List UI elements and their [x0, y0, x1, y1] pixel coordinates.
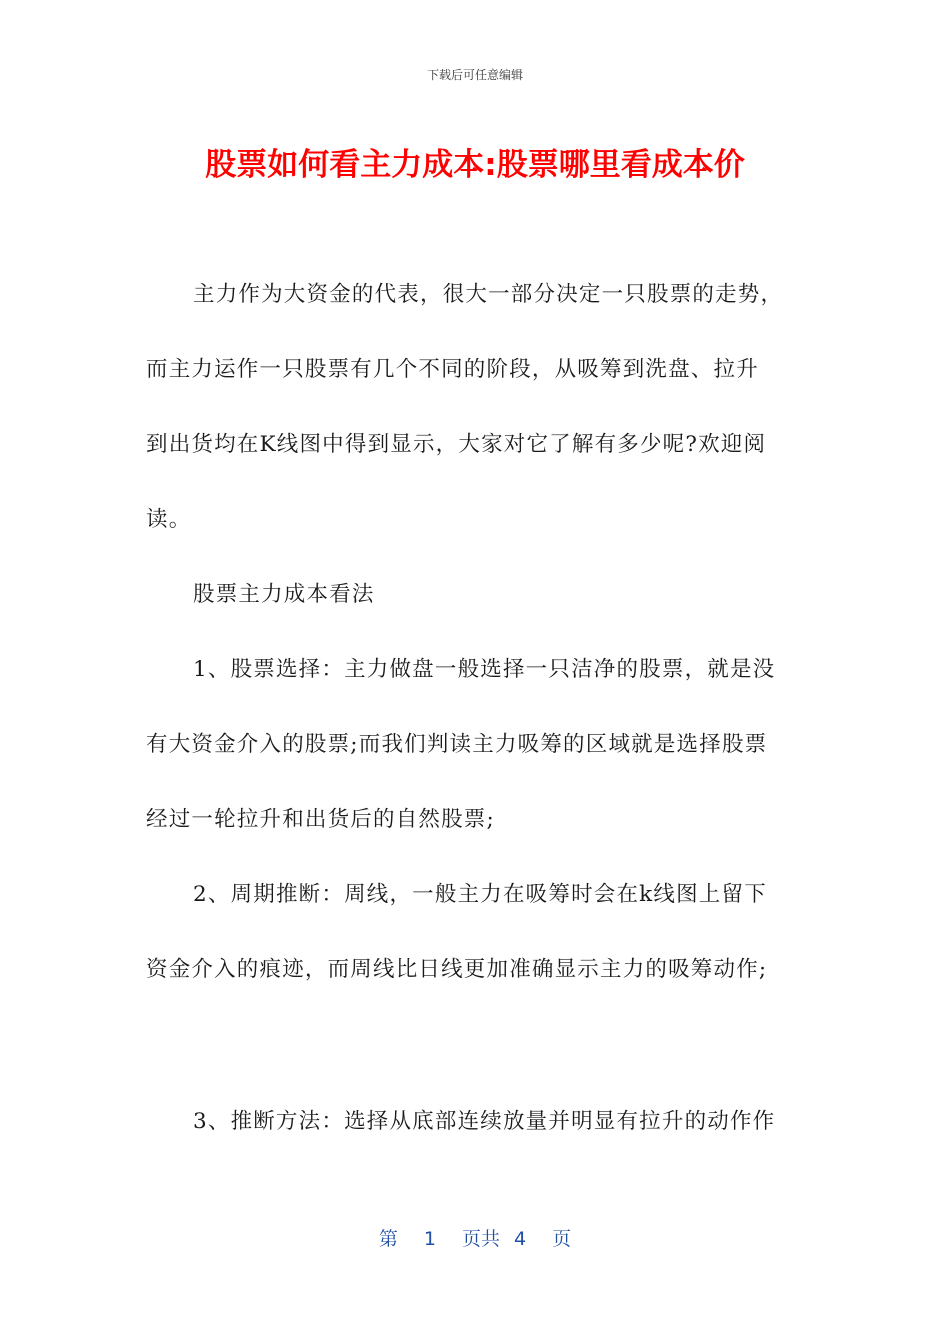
total-pages-number: 4	[514, 1228, 527, 1250]
page-number-footer	[0, 1226, 950, 1252]
footer-prefix: 第	[378, 1228, 398, 1250]
text-line: 主力作为大资金的代表，很大一部分决定一只股票的走势，	[193, 282, 784, 307]
paragraph-intro	[146, 276, 806, 538]
text-line: 资金介入的痕迹，而周线比日线更加准确显示主力的吸筹动作;	[146, 957, 768, 982]
paragraph-point-3	[146, 1103, 806, 1140]
footer-mid: 页共	[461, 1228, 500, 1250]
text-line: 股票主力成本看法	[193, 582, 375, 607]
document-body	[146, 276, 806, 1140]
footer-suffix: 页	[552, 1228, 572, 1250]
text-line: 有大资金介入的股票;而我们判读主力吸筹的区域就是选择股票	[146, 732, 768, 757]
text-line: 1、股票选择：主力做盘一般选择一只洁净的股票，就是没	[193, 657, 776, 682]
text-line: 经过一轮拉升和出货后的自然股票;	[146, 807, 495, 832]
paragraph-point-2	[146, 876, 806, 988]
text-line: 2、周期推断：周线，一般主力在吸筹时会在k线图上留下	[193, 882, 767, 907]
paragraph-section-heading	[146, 576, 806, 613]
current-page-number: 1	[423, 1228, 436, 1250]
text-line: 3、推断方法：选择从底部连续放量并明显有拉升的动作作	[193, 1109, 776, 1134]
text-line: 到出货均在K线图中得到显示，大家对它了解有多少呢?欢迎阅	[146, 432, 767, 457]
text-line: 而主力运作一只股票有几个不同的阶段，从吸筹到洗盘、拉升	[146, 357, 759, 382]
page-header-note: 下载后可任意编辑	[426, 68, 523, 82]
document-title: 股票如何看主力成本:股票哪里看成本价	[205, 147, 745, 183]
paragraph-point-1	[146, 651, 806, 838]
text-line: 读。	[146, 507, 192, 532]
